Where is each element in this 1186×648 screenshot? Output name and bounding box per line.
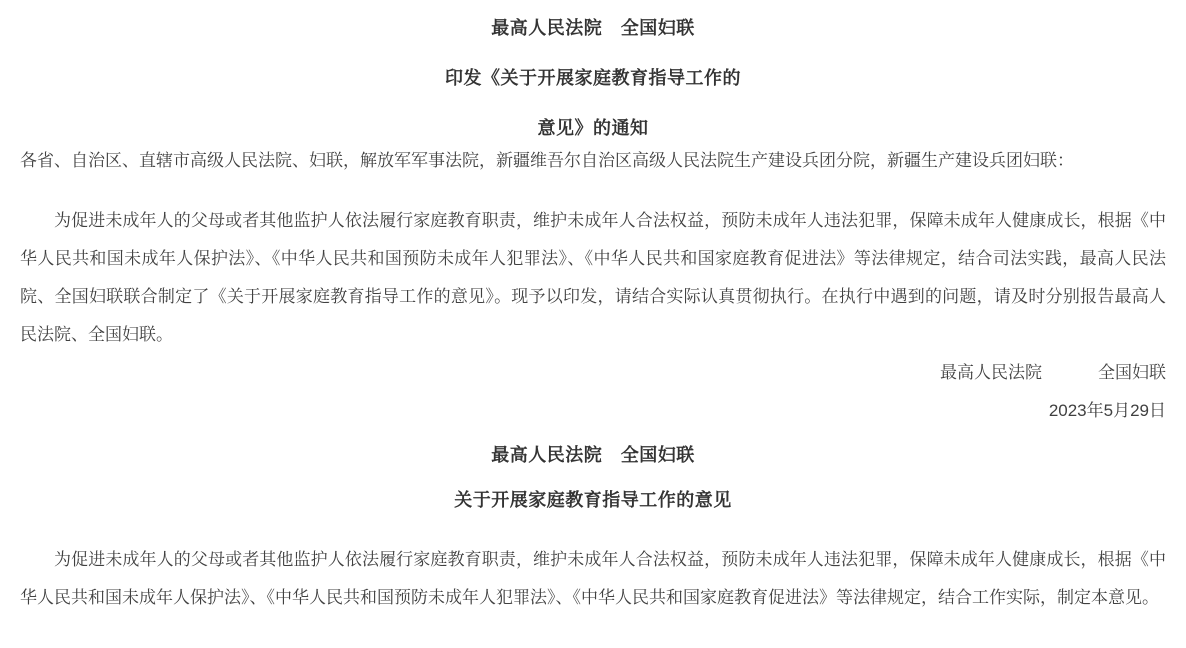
signature-date: 2023年5月29日 (1048, 401, 1166, 420)
opinion-body-paragraph: 为促进未成年人的父母或者其他监护人依法履行家庭教育职责，维护未成年人合法权益，预防未成年人违法犯罪，保障未成年人健康成长，根据《中华人民共和国未成年人保护法》、《中华人民共和国预防未成年人犯罪法》、《中华人民共和国家庭教育促进法》等法律规定，结合工作实际，制定本意见。 (20, 550, 1166, 607)
opinion-title-line-2: 关于开展家庭教育指导工作的意见 (454, 490, 732, 510)
notice-header (20, 16, 1166, 140)
opinion-section (20, 443, 1166, 617)
signature-issuer-federation: 全国妇联 (1098, 363, 1166, 382)
recipients-line: 各省、自治区、直辖市高级人民法院、妇联，解放军军事法院，新疆维吾尔自治区高级人民法院生产建设兵团分院，新疆生产建设兵团妇联： (20, 151, 1074, 170)
signature-block (20, 354, 1166, 392)
notice-title-line-1: 最高人民法院 全国妇联 (491, 18, 695, 38)
notice-title-line-3: 意见》的通知 (537, 118, 649, 138)
signature-issuer-court: 最高人民法院 (940, 363, 1042, 382)
notice-body-paragraph: 为促进未成年人的父母或者其他监护人依法履行家庭教育职责，维护未成年人合法权益，预防未成年人违法犯罪，保障未成年人健康成长，根据《中华人民共和国未成年人保护法》、《中华人民共和国预防未成年人犯罪法》、《中华人民共和国家庭教育促进法》等法律规定，结合司法实践，最高人民法院、全国妇联联合制定了《关于开展家庭教育指导工作的意见》。现予以印发，请结合实际认真贯彻执行。在执行中遇到的问题，请及时分别报告最高人民法院、全国妇联。 (20, 211, 1166, 344)
notice-title-line-2: 印发《关于开展家庭教育指导工作的 (445, 68, 741, 88)
opinion-title-line-1: 最高人民法院 全国妇联 (491, 445, 695, 465)
